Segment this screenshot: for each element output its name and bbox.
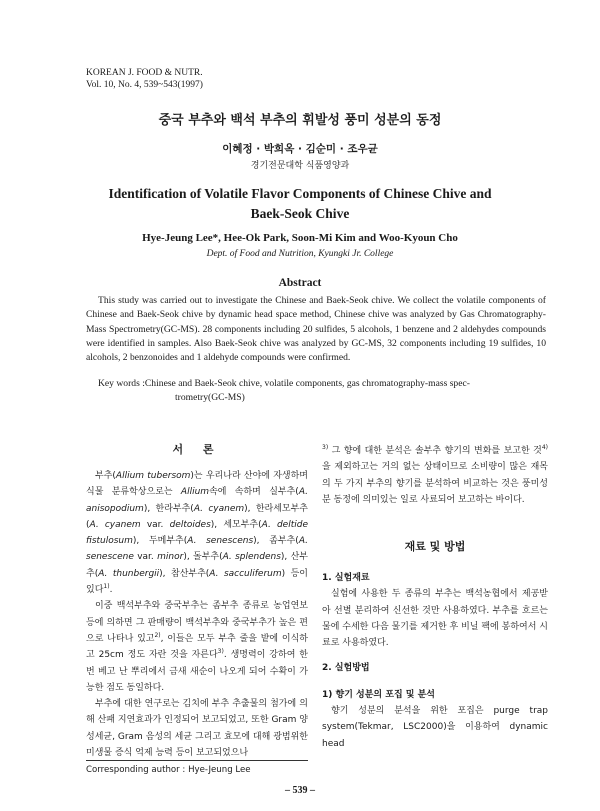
keywords-line2: trometry(GC-MS) xyxy=(175,392,245,404)
methods-heading: 재료 및 방법 xyxy=(404,540,466,553)
materials-paragraph: 실험에 사용한 두 종류의 부추는 백석농협에서 제공받아 선별 분리하여 신선한 것만 사용하였다. 부추를 흐르는 물에 수세한 다음 물기를 제거한 후 비닐 팩에 봉하여서 시료로 사용하였다. xyxy=(322,589,548,649)
journal-info xyxy=(86,67,203,91)
korean-title: 중국 부추와 백석 부추의 휘발성 풍미 성분의 동정 xyxy=(158,113,442,128)
intro-paragraph-3: 부추에 대한 연구로는 김치에 부추 추출물의 첨가에 의해 산패 지연효과가 인정되어 보고되었고, 또한 Gram 양성세균, Gram 음성의 세균 그리고 효모에 대해 광범위한 미생물 증식 억제 능력 등이 보고되었으나 xyxy=(86,699,308,759)
english-affiliation: Dept. of Food and Nutrition, Kyungki Jr. College xyxy=(206,249,394,259)
corresponding-author-footnote: Corresponding author : Hye-Jeung Lee xyxy=(86,765,251,775)
keywords-line1: Chinese and Baek-Seok chive, volatile components, gas chromatography-mass spec- xyxy=(144,378,470,389)
korean-affiliation: 경기전문대학 식품영양과 xyxy=(250,161,350,171)
intro-paragraph-2: 이중 백석부추와 중국부추는 좀부추 종류로 농업연보등에 의하면 그 판매량이 백석부추와 중국부추가 높은 편으로 나타나 있고$^{2)}$, 이들은 모두 부추 줄을 밭에 이식하고 25cm 정도 자란 것을 자른다$^{3)}$. 생명력이 강하여 한 번 베고 난 뿌리에서 금새 새순이 나오게 되어 수확이 가능한 점도 동일하다. xyxy=(86,601,308,693)
aroma-subheading: 1) 향기 성분의 포집 및 분석 xyxy=(322,689,435,700)
page-number: – 539 – xyxy=(285,785,315,796)
keywords-label: Key words : xyxy=(98,378,145,389)
intro-paragraph-1: 부추(Allium tubersom)는 우리나라 산야에 자생하며 식물 분류학상으로는 Allium속에 속하며 실부추(A. anisopodium), 한라부추(A. cyanem), 한라세모부추(A. cyanem var. deltoides), 세모부추(A. deltide fistulosum), 두메부추(A. senescens), 좀부추(A. senescene var. minor), 돌부추(A. splendens), 산부추(A. thunbergii), 참산부추(A. sacculiferum) 등이 있다$^{1)}$. xyxy=(86,471,308,596)
left-column xyxy=(86,468,308,761)
journal-volume: Vol. 10, No. 4, 539~543(1997) xyxy=(86,80,203,90)
aroma-paragraph: 향기 성분의 분석을 위한 포집은 purge trap system(Tekmar, LSC2000)을 이용하여 dynamic head xyxy=(322,706,548,749)
abstract-heading: Abstract xyxy=(278,277,322,289)
english-authors: Hye-Jeung Lee*, Hee-Ok Park, Soon-Mi Kim and Woo-Kyoun Cho xyxy=(142,232,458,244)
right-column-top xyxy=(322,443,548,508)
abstract-text: This study was carried out to investigate the Chinese and Baek-Seok chive. We collect the volatile components of Chinese and Baek-Seok chive by dynamic head space method, Chinese chive was analyzed by Gas Chromatography-Mass Spectrometry(GC-MS). 28 components including 20 sulfides, 5 alcohols, 1 benzene and 2 aldehydes compounds were identified in samples. Also Baek-Seok chive was analyzed by GC-MS, 32 components including 19 sulfides, 10 alcohols, 2 benzonoides and 1 aldehyde compounds were confirmed. xyxy=(86,295,546,364)
journal-name: KOREAN J. FOOD & NUTR. xyxy=(86,68,203,78)
english-title: Identification of Volatile Flavor Components of Chinese Chive and Baek-Seok Chive xyxy=(108,186,492,221)
keywords xyxy=(86,377,546,406)
korean-authors: 이혜정 · 박희옥 · 김순미 · 조우균 xyxy=(222,143,378,155)
materials-subheading: 1. 실험재료 xyxy=(322,573,370,583)
methods-section xyxy=(322,570,548,752)
footnote-divider xyxy=(86,760,308,761)
intro-heading: 서 론 xyxy=(172,443,222,456)
right-paragraph-continued: $^{3)}$ 그 향에 대한 분석은 솔부추 향기의 변화를 보고한 것$^{4)}$을 제외하고는 거의 없는 상태이므로 소비량이 많은 재목의 두 가지 부추의 향기를 분석하여 비교하는 것은 풍미성분 동정에 의미있는 일로 사료되어 보고하는 바이다. xyxy=(322,444,548,505)
methods-subheading: 2. 실험방법 xyxy=(322,663,370,674)
